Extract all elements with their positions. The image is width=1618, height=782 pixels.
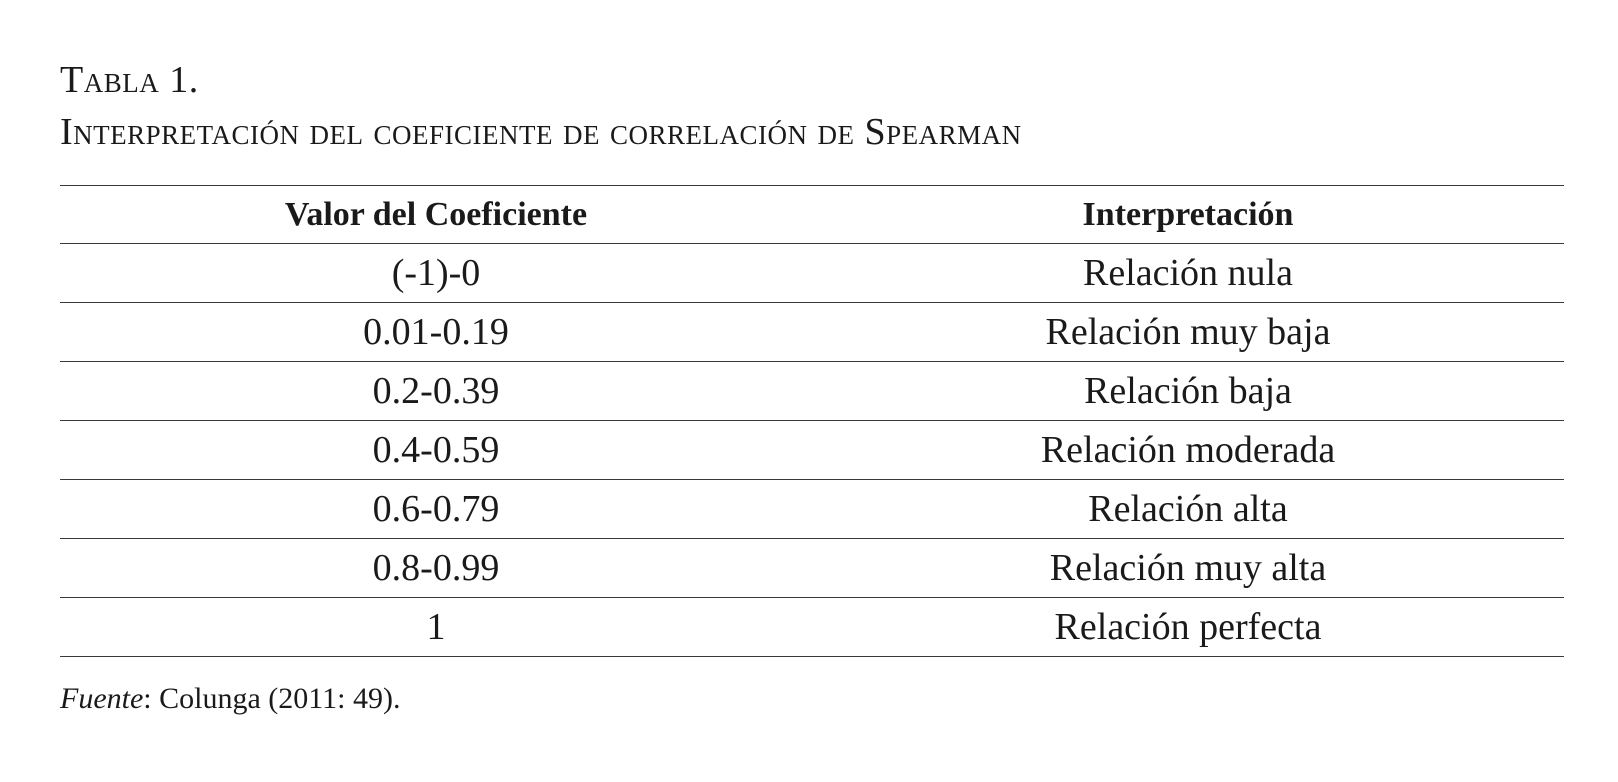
interpretation-cell: Relación muy alta	[812, 539, 1564, 598]
table-row	[60, 303, 1564, 362]
interpretation-cell: Relación nula	[812, 244, 1564, 303]
coefficient-value-cell: 0.8-0.99	[60, 539, 812, 598]
table-row	[60, 244, 1564, 303]
table-row	[60, 421, 1564, 480]
coefficient-value-cell: 0.4-0.59	[60, 421, 812, 480]
interpretation-cell: Relación muy baja	[812, 303, 1564, 362]
header-interpretation: Interpretación	[812, 186, 1564, 244]
interpretation-cell: Relación moderada	[812, 421, 1564, 480]
table-row	[60, 539, 1564, 598]
header-coefficient-value: Valor del Coeficiente	[60, 186, 812, 244]
table-caption	[60, 54, 1022, 158]
table-row	[60, 362, 1564, 421]
coefficient-value-cell: 0.2-0.39	[60, 362, 812, 421]
source-label: Fuente	[60, 682, 144, 715]
coefficient-value-cell: (-1)-0	[60, 244, 812, 303]
interpretation-cell: Relación alta	[812, 480, 1564, 539]
table-source-note	[60, 682, 401, 716]
source-citation: Colunga (2011: 49).	[151, 682, 401, 715]
table-title: Interpretación del coeficiente de correlación de Spearman	[60, 111, 1022, 153]
source-separator: :	[143, 682, 152, 715]
table-row	[60, 598, 1564, 657]
interpretation-cell: Relación baja	[812, 362, 1564, 421]
coefficient-value-cell: 0.01-0.19	[60, 303, 812, 362]
table-row	[60, 480, 1564, 539]
interpretation-cell: Relación perfecta	[812, 598, 1564, 657]
coefficient-value-cell: 1	[60, 598, 812, 657]
spearman-interpretation-table	[60, 185, 1564, 657]
coefficient-value-cell: 0.6-0.79	[60, 480, 812, 539]
table-header-row	[60, 186, 1564, 244]
table-label: Tabla 1.	[60, 59, 199, 101]
